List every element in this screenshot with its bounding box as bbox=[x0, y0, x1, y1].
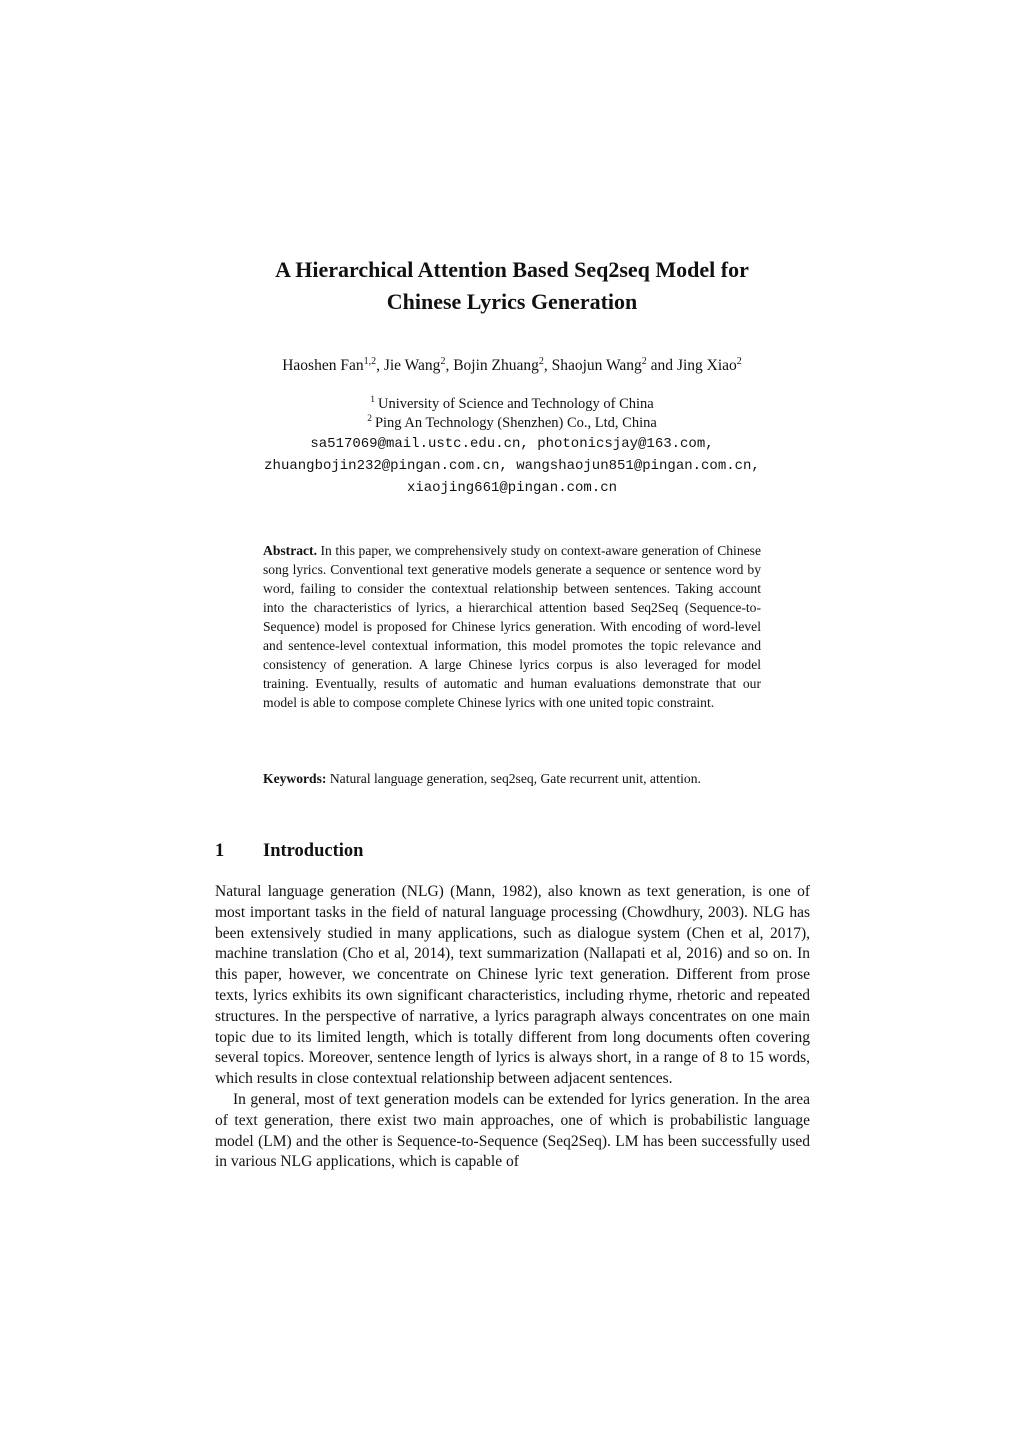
affiliation-mark: 1 bbox=[370, 395, 375, 406]
abstract bbox=[263, 541, 761, 712]
title-line-1: A Hierarchical Attention Based Seq2seq Model for bbox=[275, 257, 749, 282]
affiliations bbox=[0, 395, 1024, 499]
keywords bbox=[263, 769, 761, 789]
section-title: Introduction bbox=[263, 841, 364, 861]
author-affiliation-mark: 1,2 bbox=[363, 355, 377, 367]
author-affiliation-mark: 2 bbox=[538, 355, 544, 367]
email-line[interactable]: zhuangbojin232@pingan.com.cn, wangshaojun851@pingan.com.cn, bbox=[264, 458, 760, 474]
author-separator: , bbox=[376, 357, 384, 374]
paper-title bbox=[0, 254, 1024, 318]
email-line[interactable]: sa517069@mail.ustc.edu.cn, photonicsjay@163.com, bbox=[310, 436, 714, 452]
author-name: Shaojun Wang bbox=[551, 357, 642, 374]
keywords-label: Keywords: bbox=[263, 771, 327, 786]
title-line-2: Chinese Lyrics Generation bbox=[386, 289, 638, 314]
abstract-label: Abstract. bbox=[263, 543, 317, 558]
author-affiliation-mark: 2 bbox=[440, 355, 446, 367]
author-name: Bojin Zhuang bbox=[453, 357, 539, 374]
author-name: Haoshen Fan bbox=[282, 357, 364, 374]
affiliation-text: University of Science and Technology of China bbox=[377, 396, 654, 412]
author-name: Jing Xiao bbox=[676, 357, 737, 374]
affiliation-line bbox=[0, 414, 1024, 433]
affiliation-line bbox=[0, 395, 1024, 414]
author-list bbox=[0, 354, 1024, 378]
section-number: 1 bbox=[215, 841, 225, 861]
affiliation-mark: 2 bbox=[367, 414, 372, 425]
abstract-text: In this paper, we comprehensively study on context-aware generation of Chinese song lyrics. Conventional text generative models generate a sequence or sentence word by word, failing to consider the contextual relationship between sentences. Taking account into the characteristics of lyrics, a hierarchical attention based Seq2Seq (Sequence-to-Sequence) model is proposed for Chinese lyrics generation. With encoding of word-level and sentence-level contextual information, this model promotes the topic relevance and consistency of generation. A large Chinese lyrics corpus is also leveraged for model training. Eventually, results of automatic and human evaluations demonstrate that our model is able to compose complete Chinese lyrics with one united topic constraint. bbox=[263, 543, 761, 710]
author-affiliation-mark: 2 bbox=[641, 355, 647, 367]
author-separator: and bbox=[646, 357, 677, 374]
section-heading bbox=[215, 838, 810, 864]
affiliation-text: Ping An Technology (Shenzhen) Co., Ltd, China bbox=[374, 415, 657, 431]
author-name: Jie Wang bbox=[383, 357, 441, 374]
author-separator: , bbox=[543, 357, 552, 374]
email-line[interactable]: xiaojing661@pingan.com.cn bbox=[406, 480, 618, 496]
body-text bbox=[215, 882, 810, 1173]
paragraph: In general, most of text generation models can be extended for lyrics generation. In the area of text generation, there exist two main approaches, one of which is probabilistic language model (LM) and the other is Sequence-to-Sequence (Seq2Seq). LM has been successfully used in various NLG applications, which is capable of bbox=[215, 1090, 810, 1171]
author-separator: , bbox=[445, 357, 454, 374]
paragraph: Natural language generation (NLG) (Mann, 1982), also known as text generation, is one of most important tasks in the field of natural language processing (Chowdhury, 2003). NLG has been extensively studied in many applications, such as dialogue system (Chen et al, 2017), machine translation (Cho et al, 2014), text summarization (Nallapati et al, 2016) and so on. In this paper, however, we concentrate on Chinese lyric text generation. Different from prose texts, lyrics exhibits its own significant characteristics, including rhyme, rhetoric and repeated structures. In the perspective of narrative, a lyrics paragraph always concentrates on one main topic due to its limited length, which is totally different from long documents often covering several topics. Moreover, sentence length of lyrics is always short, in a range of 8 to 15 words, which results in close contextual relationship between adjacent sentences. bbox=[215, 883, 810, 1088]
author-affiliation-mark: 2 bbox=[736, 355, 742, 367]
keywords-text: Natural language generation, seq2seq, Gate recurrent unit, attention. bbox=[329, 771, 701, 786]
